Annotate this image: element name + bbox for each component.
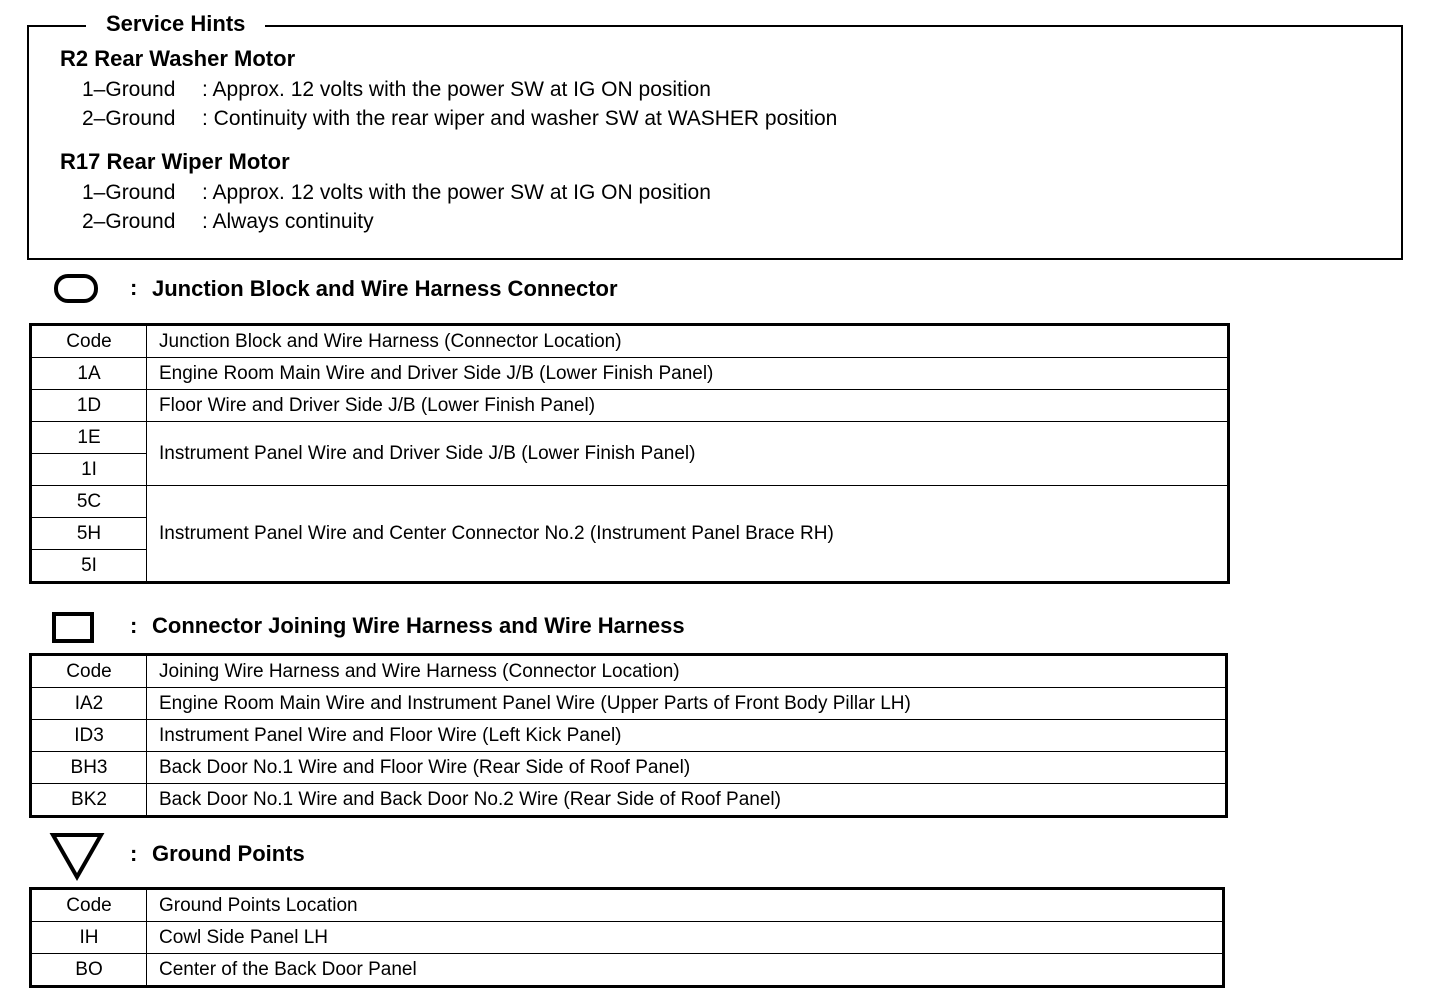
row-desc: Back Door No.1 Wire and Back Door No.2 Wire (Rear Side of Roof Panel) bbox=[147, 784, 1227, 817]
table-row bbox=[31, 784, 1227, 817]
hint-pin: 2–Ground bbox=[82, 107, 176, 130]
row-desc: Floor Wire and Driver Side J/B (Lower Finish Panel) bbox=[147, 390, 1229, 422]
ground-table bbox=[29, 887, 1225, 988]
header-code: Code bbox=[31, 889, 147, 922]
section-colon: : bbox=[130, 613, 138, 638]
row-desc: Instrument Panel Wire and Center Connector No.2 (Instrument Panel Brace RH) bbox=[147, 486, 1229, 583]
hint-desc: : Always continuity bbox=[202, 210, 374, 233]
row-desc: Instrument Panel Wire and Driver Side J/B (Lower Finish Panel) bbox=[147, 422, 1229, 486]
row-code: 1I bbox=[31, 454, 147, 486]
row-code: ID3 bbox=[31, 720, 147, 752]
junction-table bbox=[29, 323, 1230, 584]
table-header-row bbox=[31, 325, 1229, 358]
row-code: IA2 bbox=[31, 688, 147, 720]
hint-pin: 1–Ground bbox=[82, 78, 176, 101]
hint-line bbox=[82, 208, 374, 236]
hint-desc: : Approx. 12 volts with the power SW at IG ON position bbox=[202, 78, 711, 101]
hint-line bbox=[82, 105, 837, 133]
hint-header-r2: R2 Rear Washer Motor bbox=[60, 46, 296, 71]
row-code: 1A bbox=[31, 358, 147, 390]
row-code: IH bbox=[31, 922, 147, 954]
row-desc: Engine Room Main Wire and Driver Side J/B (Lower Finish Panel) bbox=[147, 358, 1229, 390]
row-code: BH3 bbox=[31, 752, 147, 784]
connector-table bbox=[29, 653, 1228, 818]
header-code: Code bbox=[31, 325, 147, 358]
table-row bbox=[31, 922, 1224, 954]
section-colon: : bbox=[130, 275, 138, 300]
hint-line bbox=[82, 179, 711, 207]
row-desc: Instrument Panel Wire and Floor Wire (Left Kick Panel) bbox=[147, 720, 1227, 752]
row-desc: Engine Room Main Wire and Instrument Panel Wire (Upper Parts of Front Body Pillar LH) bbox=[147, 688, 1227, 720]
hint-header-r17: R17 Rear Wiper Motor bbox=[60, 149, 290, 174]
row-code: BO bbox=[31, 954, 147, 987]
ground-point-icon bbox=[49, 830, 105, 882]
section-colon: : bbox=[130, 841, 138, 866]
row-desc: Cowl Side Panel LH bbox=[147, 922, 1224, 954]
ground-section-title: Ground Points bbox=[152, 841, 305, 866]
table-row bbox=[31, 720, 1227, 752]
table-row bbox=[31, 752, 1227, 784]
junction-section-title: Junction Block and Wire Harness Connector bbox=[152, 276, 618, 301]
service-hints-title: Service Hints bbox=[86, 10, 265, 38]
header-desc: Ground Points Location bbox=[147, 889, 1224, 922]
row-code: 5I bbox=[31, 550, 147, 583]
row-code: BK2 bbox=[31, 784, 147, 817]
row-desc: Back Door No.1 Wire and Floor Wire (Rear Side of Roof Panel) bbox=[147, 752, 1227, 784]
row-code: 1D bbox=[31, 390, 147, 422]
row-code: 1E bbox=[31, 422, 147, 454]
row-code: 5C bbox=[31, 486, 147, 518]
table-header-row bbox=[31, 655, 1227, 688]
connector-icon bbox=[50, 610, 98, 646]
header-desc: Junction Block and Wire Harness (Connector Location) bbox=[147, 325, 1229, 358]
hint-pin: 2–Ground bbox=[82, 210, 176, 233]
hint-desc: : Continuity with the rear wiper and washer SW at WASHER position bbox=[202, 107, 838, 130]
connector-section-title: Connector Joining Wire Harness and Wire Harness bbox=[152, 613, 685, 638]
hint-desc: : Approx. 12 volts with the power SW at IG ON position bbox=[202, 181, 711, 204]
header-code: Code bbox=[31, 655, 147, 688]
table-header-row bbox=[31, 889, 1224, 922]
table-row bbox=[31, 486, 1229, 518]
table-row bbox=[31, 954, 1224, 987]
junction-block-icon bbox=[52, 272, 102, 306]
row-code: 5H bbox=[31, 518, 147, 550]
header-desc: Joining Wire Harness and Wire Harness (Connector Location) bbox=[147, 655, 1227, 688]
hint-line bbox=[82, 76, 711, 104]
table-row bbox=[31, 688, 1227, 720]
hint-pin: 1–Ground bbox=[82, 181, 176, 204]
table-row bbox=[31, 422, 1229, 454]
table-row bbox=[31, 390, 1229, 422]
row-desc: Center of the Back Door Panel bbox=[147, 954, 1224, 987]
table-row bbox=[31, 358, 1229, 390]
